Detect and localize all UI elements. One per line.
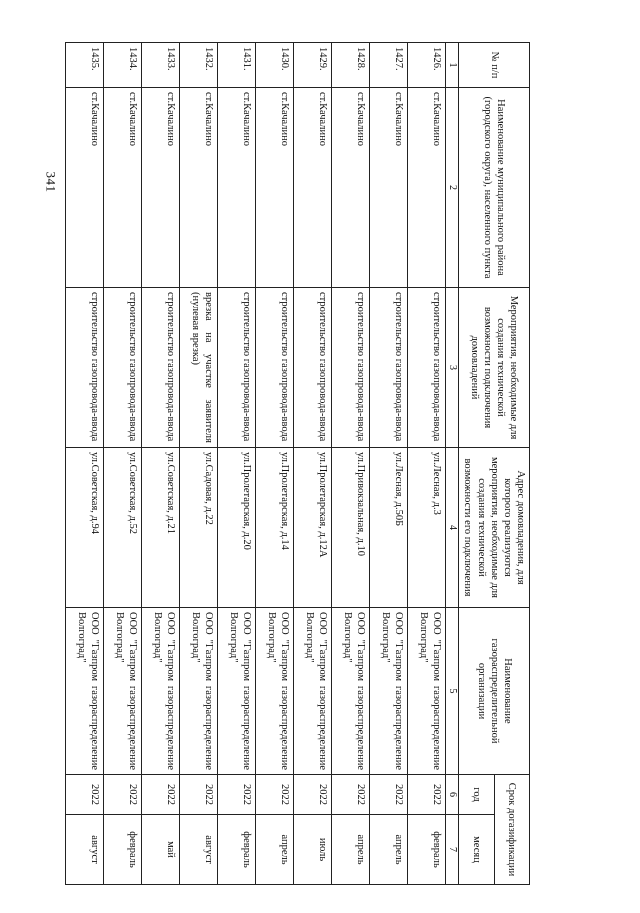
settlement-cell: ст.Качалино	[103, 88, 141, 288]
settlement-cell: ст.Качалино	[331, 88, 369, 288]
month-cell: август	[65, 815, 103, 885]
settlement-cell: ст.Качалино	[407, 88, 445, 288]
gasification-table	[65, 42, 530, 885]
measure-cell: строительство газопровода-ввода	[255, 288, 293, 448]
organization-cell: ООО "Газпром газораспределение Волгоград"	[141, 608, 179, 775]
year-cell: 2022	[331, 775, 369, 815]
address-cell: ул.Советская, д.52	[103, 448, 141, 608]
row-number: 1426.	[407, 43, 445, 88]
column-number: 3	[445, 288, 459, 448]
header-settlement: Наименование муниципального района (городского округа), населенного пункта	[459, 88, 530, 288]
measure-cell: строительство газопровода-ввода	[141, 288, 179, 448]
address-cell: ул.Привокзальная, д.10	[331, 448, 369, 608]
rotated-table-container	[75, 42, 530, 884]
month-cell: февраль	[407, 815, 445, 885]
column-number: 2	[445, 88, 459, 288]
measure-cell: строительство газопровода-ввода	[217, 288, 255, 448]
header-year: год	[459, 775, 494, 815]
year-cell: 2022	[65, 775, 103, 815]
address-cell: ул.Пролетарская, д.12А	[293, 448, 331, 608]
row-number: 1428.	[331, 43, 369, 88]
row-number: 1430.	[255, 43, 293, 88]
address-cell: ул.Садовая, д.22	[179, 448, 217, 608]
table-row	[217, 43, 255, 885]
column-number: 4	[445, 448, 459, 608]
row-number: 1431.	[217, 43, 255, 88]
year-cell: 2022	[141, 775, 179, 815]
column-number: 1	[445, 43, 459, 88]
settlement-cell: ст.Качалино	[179, 88, 217, 288]
column-number-row	[445, 43, 459, 885]
year-cell: 2022	[179, 775, 217, 815]
measure-cell: строительство газопровода-ввода	[65, 288, 103, 448]
header-measures: Мероприятия, необходимые для создания технической возможности подключения домовладений	[459, 288, 530, 448]
settlement-cell: ст.Качалино	[369, 88, 407, 288]
header-number: № п/п	[459, 43, 530, 88]
address-cell: ул.Пролетарская, д.14	[255, 448, 293, 608]
month-cell: июль	[293, 815, 331, 885]
row-number: 1427.	[369, 43, 407, 88]
column-number: 5	[445, 608, 459, 775]
organization-cell: ООО "Газпром газораспределение Волгоград"	[179, 608, 217, 775]
table-row	[179, 43, 217, 885]
table-row	[255, 43, 293, 885]
measure-cell: строительство газопровода-ввода	[331, 288, 369, 448]
address-cell: ул.Лесная, д.50Б	[369, 448, 407, 608]
header-address: Адрес домовладения, для которого реализуются мероприятия, необходимые для создания технической возможности его подключения	[459, 448, 530, 608]
organization-cell: ООО "Газпром газораспределение Волгоград"	[369, 608, 407, 775]
header-organization: Наименование газораспределительной организации	[459, 608, 530, 775]
address-cell: ул.Лесная, д.3	[407, 448, 445, 608]
table-body	[65, 43, 445, 885]
month-cell: апрель	[255, 815, 293, 885]
organization-cell: ООО "Газпром газораспределение Волгоград"	[65, 608, 103, 775]
column-number: 7	[445, 815, 459, 885]
measure-cell: врезка на участке заявителя (нулевая врезка)	[179, 288, 217, 448]
row-number: 1434.	[103, 43, 141, 88]
address-cell: ул.Пролетарская, д.20	[217, 448, 255, 608]
settlement-cell: ст.Качалино	[293, 88, 331, 288]
table-row	[369, 43, 407, 885]
month-cell: май	[141, 815, 179, 885]
measure-cell: строительство газопровода-ввода	[407, 288, 445, 448]
organization-cell: ООО "Газпром газораспределение Волгоград"	[293, 608, 331, 775]
year-cell: 2022	[293, 775, 331, 815]
month-cell: февраль	[103, 815, 141, 885]
table-row	[103, 43, 141, 885]
organization-cell: ООО "Газпром газораспределение Волгоград"	[217, 608, 255, 775]
organization-cell: ООО "Газпром газораспределение Волгоград"	[255, 608, 293, 775]
measure-cell: строительство газопровода-ввода	[293, 288, 331, 448]
row-number: 1429.	[293, 43, 331, 88]
measure-cell: строительство газопровода-ввода	[369, 288, 407, 448]
month-cell: август	[179, 815, 217, 885]
table-row	[65, 43, 103, 885]
row-number: 1435.	[65, 43, 103, 88]
settlement-cell: ст.Качалино	[141, 88, 179, 288]
table-row	[293, 43, 331, 885]
page-number: 341	[43, 171, 59, 193]
settlement-cell: ст.Качалино	[65, 88, 103, 288]
address-cell: ул.Советская, д.21	[141, 448, 179, 608]
organization-cell: ООО "Газпром газораспределение Волгоград"	[407, 608, 445, 775]
year-cell: 2022	[217, 775, 255, 815]
header-deadline: Срок догазификации	[494, 775, 529, 885]
table-row	[407, 43, 445, 885]
settlement-cell: ст.Качалино	[217, 88, 255, 288]
year-cell: 2022	[255, 775, 293, 815]
table-row	[141, 43, 179, 885]
month-cell: февраль	[217, 815, 255, 885]
address-cell: ул.Советская, д.94	[65, 448, 103, 608]
year-cell: 2022	[369, 775, 407, 815]
row-number: 1433.	[141, 43, 179, 88]
table-row	[331, 43, 369, 885]
column-number: 6	[445, 775, 459, 815]
month-cell: апрель	[369, 815, 407, 885]
header-month: месяц	[459, 815, 494, 885]
month-cell: апрель	[331, 815, 369, 885]
row-number: 1432.	[179, 43, 217, 88]
year-cell: 2022	[103, 775, 141, 815]
settlement-cell: ст.Качалино	[255, 88, 293, 288]
year-cell: 2022	[407, 775, 445, 815]
organization-cell: ООО "Газпром газораспределение Волгоград"	[331, 608, 369, 775]
organization-cell: ООО "Газпром газораспределение Волгоград"	[103, 608, 141, 775]
measure-cell: строительство газопровода-ввода	[103, 288, 141, 448]
